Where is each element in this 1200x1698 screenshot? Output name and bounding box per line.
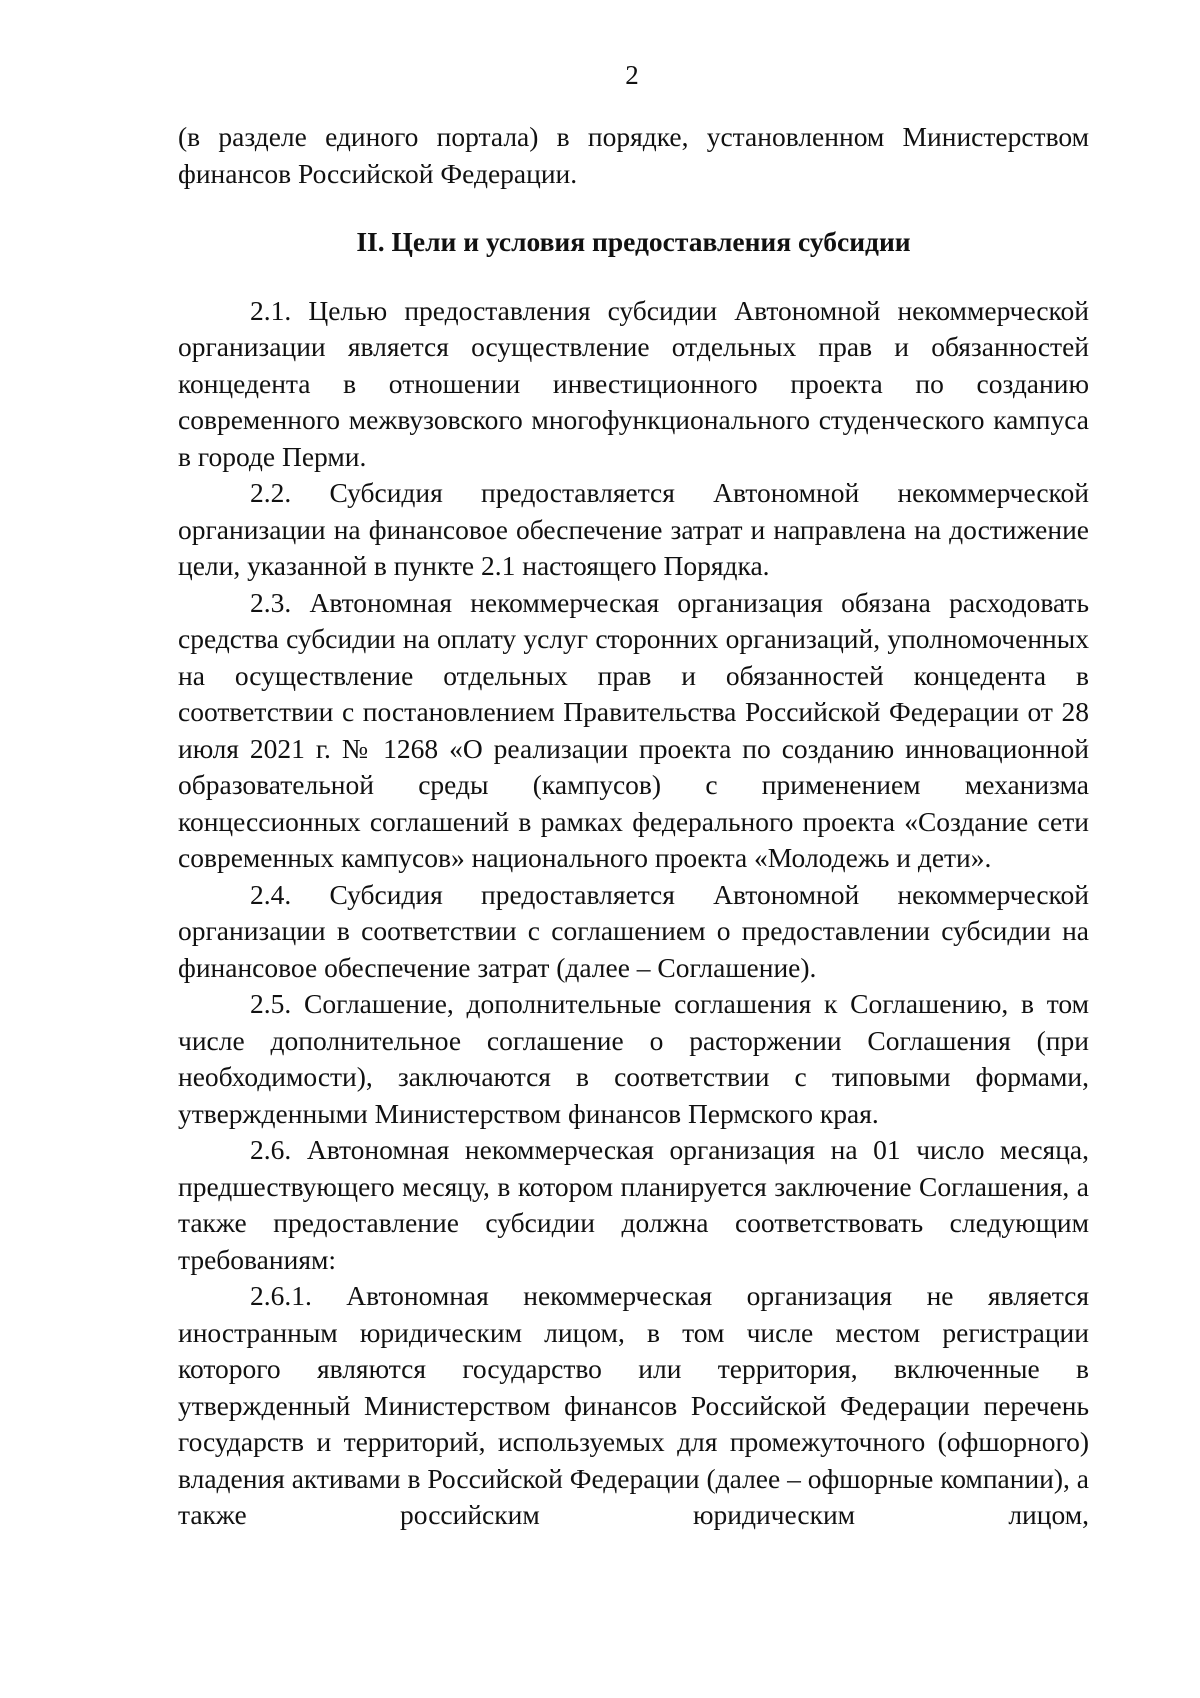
paragraph-2-3: 2.3. Автономная некоммерческая организация обязана расходовать средства субсидии на оплату услуг сторонних организаций, уполномоченных на осуществление отдельных прав и обязанностей концедента в соответствии с постановлением Правительства Российской Федерации от 28 июля 2021 г. № 1268 «О реализации проекта по созданию инновационной образовательной среды (кампусов) с применением механизма концессионных соглашений в рамках федерального проекта «Создание сети современных кампусов» национального проекта «Молодежь и дети». <box>178 586 1089 873</box>
section-heading: II. Цели и условия предоставления субсидии <box>356 226 911 257</box>
paragraph-2-1: 2.1. Целью предоставления субсидии Автономной некоммерческой организации является осуществление отдельных прав и обязанностей концедента в отношении инвестиционного проекта по созданию современного межвузовского многофункционального студенческого кампуса в городе Перми. <box>178 294 1089 472</box>
paragraph-2-2: 2.2. Субсидия предоставляется Автономной некоммерческой организации на финансовое обеспечение затрат и направлена на достижение цели, указанной в пункте 2.1 настоящего Порядка. <box>178 477 1089 581</box>
document-body <box>178 119 1089 1534</box>
intro-paragraph: (в разделе единого портала) в порядке, установленном Министерством финансов Российской Федерации. <box>178 121 1089 189</box>
page-number: 2 <box>625 60 639 90</box>
paragraph-2-6-1: 2.6.1. Автономная некоммерческая организация не является иностранным юридическим лицом, в том числе местом регистрации которого являются государство или территория, включенные в утвержденный Министерством финансов Российской Федерации перечень государств и территорий, используемых для промежуточного (офшорного) владения активами в Российской Федерации (далее – офшорные компании), а также российским юридическим лицом, <box>178 1280 1090 1530</box>
paragraph-2-5: 2.5. Соглашение, дополнительные соглашения к Соглашению, в том числе дополнительное соглашение о расторжении Соглашения (при необходимости), заключаются в соответствии с типовыми формами, утвержденными Министерством финансов Пермского края. <box>178 988 1089 1129</box>
paragraph-2-6: 2.6. Автономная некоммерческая организация на 01 число месяца, предшествующего месяцу, в котором планируется заключение Соглашения, а также предоставление субсидии должна соответствовать следующим требованиям: <box>178 1134 1089 1275</box>
paragraph-2-4: 2.4. Субсидия предоставляется Автономной некоммерческой организации в соответствии с соглашением о предоставлении субсидии на финансовое обеспечение затрат (далее – Соглашение). <box>178 878 1089 983</box>
